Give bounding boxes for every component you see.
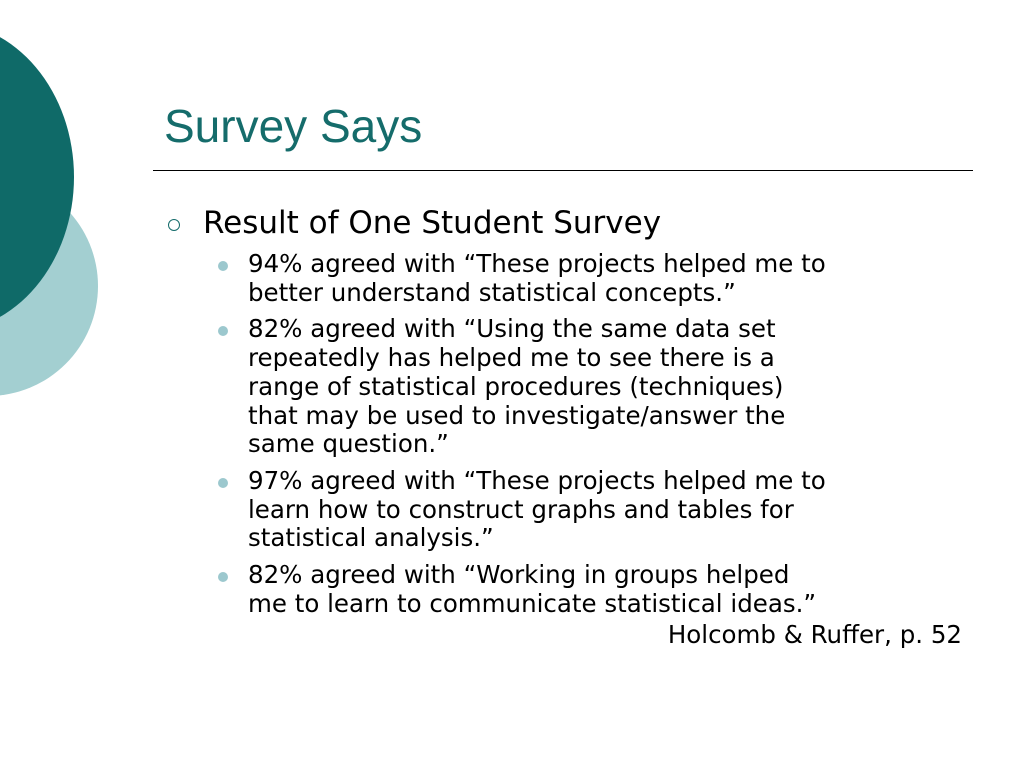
dot-bullet-icon (218, 478, 228, 488)
text-line: 82% agreed with “Using the same data set (248, 314, 776, 344)
dot-bullet-icon (218, 261, 228, 271)
citation: Holcomb & Ruffer, p. 52 (667, 620, 962, 649)
hollow-circle-bullet-icon (168, 219, 180, 231)
survey-results-list (216, 250, 976, 626)
survey-result-item (216, 561, 976, 618)
survey-result-text (248, 250, 976, 307)
level1-text: Result of One Student Survey (203, 205, 662, 241)
survey-result-item (216, 250, 976, 307)
text-line: range of statistical procedures (techniques) (248, 371, 784, 401)
slide-title: Survey Says (164, 100, 423, 152)
text-line: 82% agreed with “Working in groups helped (248, 560, 790, 590)
text-line: me to learn to communicate statistical ideas.” (248, 588, 817, 618)
text-line: that may be used to investigate/answer the (248, 400, 786, 430)
text-line: better understand statistical concepts.” (248, 277, 736, 307)
survey-result-item (216, 467, 976, 553)
survey-result-text (248, 315, 976, 459)
text-line: learn how to construct graphs and tables for (248, 494, 794, 524)
text-line: repeatedly has helped me to see there is a (248, 343, 775, 373)
text-line: 97% agreed with “These projects helped me to (248, 465, 826, 495)
survey-result-item (216, 315, 976, 459)
dot-bullet-icon (218, 572, 228, 582)
dot-bullet-icon (218, 326, 228, 336)
survey-result-text (248, 561, 976, 618)
survey-result-text (248, 467, 976, 553)
text-line: same question.” (248, 429, 449, 459)
text-line: statistical analysis.” (248, 523, 494, 553)
level1-bullet (164, 202, 661, 244)
title-divider (153, 170, 973, 171)
text-line: 94% agreed with “These projects helped me to (248, 249, 826, 278)
